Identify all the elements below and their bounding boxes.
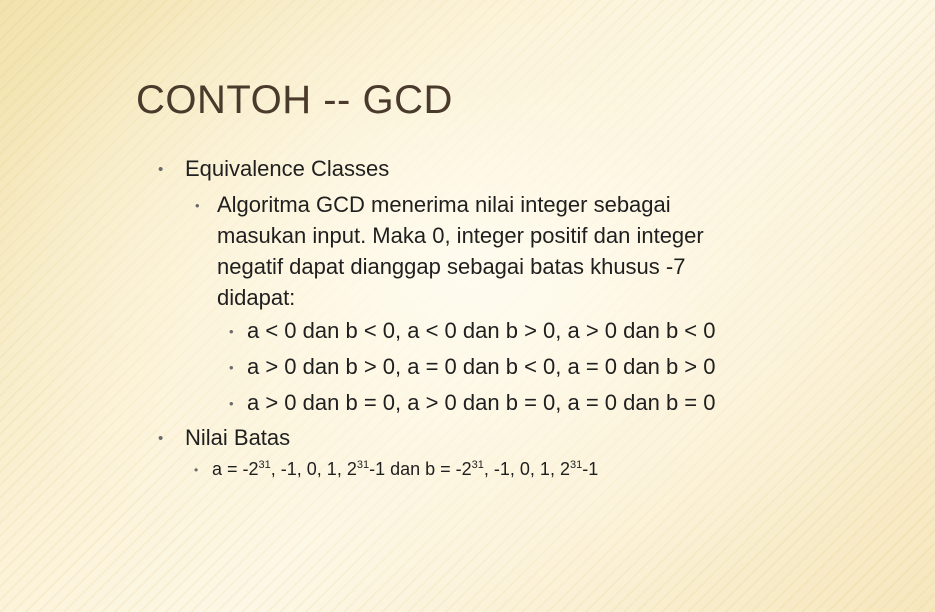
bullet-icon: • [229, 396, 234, 411]
bullet-icon: • [158, 430, 164, 447]
bullet-algoritma-line-1 [195, 192, 671, 217]
bullet-case-3 [229, 390, 716, 415]
bullet-text: Algoritma GCD menerima nilai integer sebagai [217, 192, 671, 217]
bullet-boundary-values [194, 459, 599, 479]
bullet-algoritma-line-4 [217, 287, 295, 309]
bullet-text: didapat: [217, 285, 296, 310]
bullet-nilai-batas [158, 425, 291, 450]
bullet-text: masukan input. Maka 0, integer positif dan integer [217, 223, 704, 248]
bullet-icon: • [195, 198, 200, 213]
bullet-algoritma-line-2 [217, 225, 704, 247]
bullet-text: negatif dapat dianggap sebagai batas khusus -7 [217, 254, 686, 279]
bullet-case-2 [229, 354, 716, 379]
bullet-equivalence-classes [158, 156, 390, 181]
bullet-text: Nilai Batas [185, 425, 291, 450]
bullet-icon: • [229, 324, 234, 339]
bullet-case-1 [229, 318, 716, 343]
bullet-icon: • [194, 463, 199, 477]
bullet-text: Equivalence Classes [185, 156, 390, 181]
bullet-algoritma-line-3 [217, 256, 685, 278]
slide-title: CONTOH -- GCD [136, 78, 453, 122]
bullet-text: a < 0 dan b < 0, a < 0 dan b > 0, a > 0 dan b < 0 [247, 318, 716, 343]
boundary-text: $a = -2^{31}$, -1, 0, 1, $2^{31}-1$ dan $b = -2^{31}$, -1, 0, 1, $2^{31}-1$ [212, 459, 599, 479]
bullet-text: a > 0 dan b > 0, a = 0 dan b < 0, a = 0 dan b > 0 [247, 354, 716, 379]
bullet-icon: • [229, 360, 234, 375]
bullet-icon: • [158, 161, 164, 178]
bullet-text: a > 0 dan b = 0, a > 0 dan b = 0, a = 0 dan b = 0 [247, 390, 716, 415]
